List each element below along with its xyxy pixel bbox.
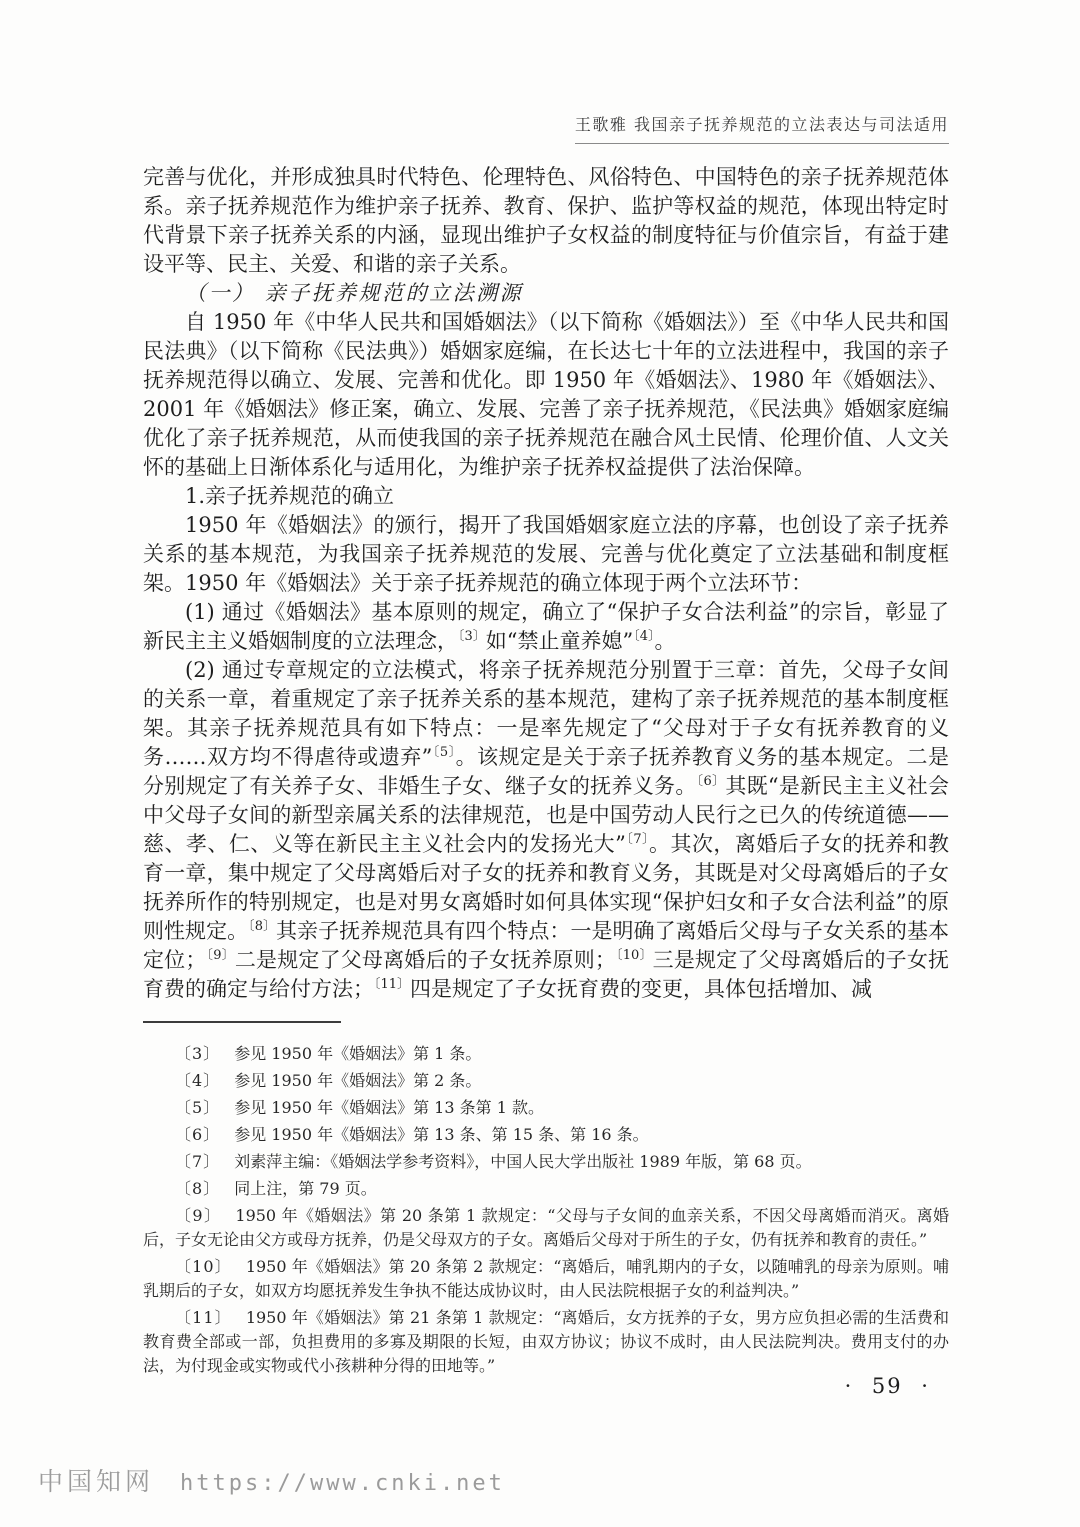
footnote-text: 1950 年《婚姻法》第 21 条第 1 款规定：“离婚后，女方抚养的子女，男方应负担必需的生活费和教育费全部或一部，负担费用的多寡及期限的长短，由双方协议；协议不成时，由人民法院判决。费用支付的办法，为付现金或实物或代小孩耕种分得的田地等。” [143, 1308, 949, 1375]
footnote-item [143, 1042, 949, 1066]
footnote-reference: 〔6〕 [696, 774, 726, 789]
paragraph: 完善与优化，并形成独具时代特色、伦理特色、风俗特色、中国特色的亲子抚养规范体系。亲子抚养规范作为维护亲子抚养、教育、保护、监护等权益的规范，体现出特定时代背景下亲子抚养关系的内涵，显现出维护子女权益的制度特征与价值宗旨，有益于建设平等、民主、关爱、和谐的亲子关系。 [143, 165, 949, 276]
footnote-item [143, 1204, 949, 1252]
paragraph: (2) 通过专章规定的立法模式，将亲子抚养规范分别置于三章：首先，父母子女间的关系一章，着重规定了亲子抚养关系的基本规范，建构了亲子抚养规范的基本制度框架。其亲子抚养规范具有如下特点：一是率先规定了“父母对于子女有抚养教育的义务……双方均不得虐待或遗弃”$^{〔5〕}$。该规定是关于亲子抚养教育义务的基本规定。二是分别规定了有关养子女、非婚生子女、继子女的抚养义务。$^{〔6〕}$其既“是新民主主义社会中父母子女间的新型亲属关系的法律规范，也是中国劳动人民行之已久的传统道德——慈、孝、仁、义等在新民主主义社会内的发扬光大”$^{〔7〕}$。其次，离婚后子女的抚养和教育一章，集中规定了父母离婚后对子女的抚养和教育义务，其既是对父母离婚后的子女抚养所作的特别规定，也是对男女离婚时如何具体实现“保护妇女和子女合法利益”的原则性规定。$^{〔8〕}$其亲子抚养规范具有四个特点：一是明确了离婚后父母与子女关系的基本定位；$^{〔9〕}$二是规定了父母离婚后的子女抚养原则；$^{〔10〕}$三是规定了父母离婚后的子女抚育费的确定与给付方法；$^{〔11〕}$四是规定了子女抚育费的变更，具体包括增加、减 [143, 658, 950, 1001]
footnote-text: 参见 1950 年《婚姻法》第 1 条。 [234, 1044, 482, 1063]
running-header-title: 王歌雅 我国亲子抚养规范的立法表达与司法适用 [574, 115, 949, 134]
footnote-marker: 〔7〕 [175, 1152, 221, 1171]
footnote-text: 同上注，第 79 页。 [234, 1179, 377, 1198]
footnote-item [143, 1150, 949, 1174]
cnki-site-name: 中国知网 [38, 1467, 155, 1496]
paragraph: 1950 年《婚姻法》的颁行，揭开了我国婚姻家庭立法的序幕，也创设了亲子抚养关系的基本规范，为我国亲子抚养规范的发展、完善与优化奠定了立法基础和制度框架。1950 年《婚姻法》关于亲子抚养规范的确立体现于两个立法环节： [143, 513, 949, 595]
footnote-marker: 〔6〕 [175, 1125, 221, 1144]
footnote-marker: 〔5〕 [175, 1098, 221, 1117]
page-number: · 59 · [844, 1374, 930, 1398]
footnotes-section [143, 1042, 949, 1381]
footnote-marker: 〔9〕 [175, 1206, 222, 1225]
paragraph: 1.亲子抚养规范的确立 [185, 484, 395, 508]
footnote-reference: 〔4〕 [633, 629, 655, 644]
footnote-marker: 〔10〕 [175, 1257, 232, 1276]
footnote-reference: 〔3〕 [458, 629, 486, 644]
footnote-marker: 〔8〕 [175, 1179, 221, 1198]
footnote-item [143, 1306, 949, 1378]
footnote-divider [143, 1021, 341, 1023]
footnote-text: 参见 1950 年《婚姻法》第 2 条。 [234, 1071, 482, 1090]
cnki-watermark [38, 1462, 505, 1498]
cnki-url: https://www.cnki.net [180, 1471, 505, 1496]
footnote-reference: 〔5〕 [432, 745, 456, 760]
footnote-marker: 〔4〕 [175, 1071, 221, 1090]
footnote-text: 1950 年《婚姻法》第 20 条第 2 款规定：“离婚后，哺乳期内的子女，以随哺乳的母亲为原则。哺乳期后的子女，如双方均愿抚养发生争执不能达成协议时，由人民法院根据子女的利益判决。” [143, 1257, 949, 1300]
footnote-item [143, 1255, 949, 1303]
footnote-marker: 〔11〕 [175, 1308, 232, 1327]
footnote-item [143, 1096, 949, 1120]
footnote-text: 刘素萍主编：《婚姻法学参考资料》，中国人民大学出版社 1989 年版，第 68 页。 [234, 1152, 812, 1171]
article-body [143, 163, 949, 1004]
footnote-reference: 〔11〕 [374, 977, 411, 992]
footnote-reference: 〔10〕 [615, 948, 653, 963]
footnote-item [143, 1069, 949, 1093]
footnote-text: 1950 年《婚姻法》第 20 条第 1 款规定：“父母与子女间的血亲关系，不因父母离婚而消灭。离婚后，子女无论由父方或母方抚养，仍是父母双方的子女。离婚后父母对于所生的子女，仍有抚养和教育的责任。” [143, 1206, 950, 1249]
footnote-text: 参见 1950 年《婚姻法》第 13 条、第 15 条、第 16 条。 [234, 1125, 649, 1144]
footnote-reference: 〔9〕 [206, 948, 235, 963]
running-header [575, 112, 949, 144]
paragraph: 自 1950 年《中华人民共和国婚姻法》（以下简称《婚姻法》）至《中华人民共和国民法典》（以下简称《民法典》）婚姻家庭编，在长达七十年的立法进程中，我国的亲子抚养规范得以确立、发展、完善和优化。即 1950 年《婚姻法》、1980 年《婚姻法》、2001 年《婚姻法》修正案，确立、发展、完善了亲子抚养规范，《民法典》婚姻家庭编优化了亲子抚养规范，从而使我国的亲子抚养规范在融合风土民情、伦理价值、人文关怀的基础上日渐体系化与适用化，为维护亲子抚养权益提供了法治保障。 [143, 310, 949, 479]
footnote-item [143, 1177, 949, 1201]
section-heading: （一） 亲子抚养规范的立法溯源 [185, 281, 524, 305]
footnote-text: 参见 1950 年《婚姻法》第 13 条第 1 款。 [234, 1098, 544, 1117]
paragraph: (1) 通过《婚姻法》基本原则的规定，确立了“保护子女合法利益”的宗旨，彰显了新民主主义婚姻制度的立法理念，$^{〔3〕}$如“禁止童养媳”$^{〔4〕}$。 [143, 600, 949, 653]
footnote-item [143, 1123, 949, 1147]
footnote-marker: 〔3〕 [175, 1044, 221, 1063]
footnote-reference: 〔8〕 [248, 919, 277, 934]
footnote-reference: 〔7〕 [625, 832, 650, 847]
